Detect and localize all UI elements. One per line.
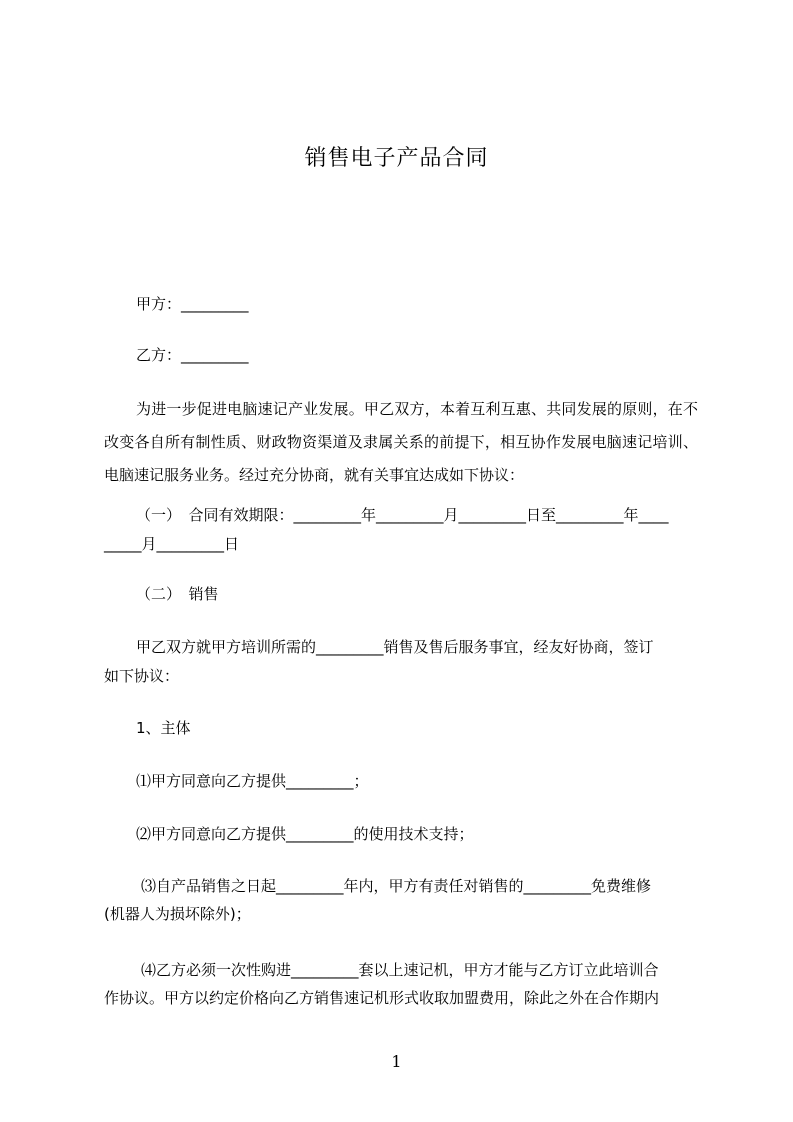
sales-intro-line-1: 甲乙双方就甲方培训所需的_________销售及售后服务事宜，经友好协商，签订 [136, 638, 654, 656]
item-3-line-2: (机器人为损坏除外)； [104, 905, 251, 923]
sales-intro-line-2: 如下协议： [104, 667, 180, 685]
term-line-1: （一） 合同有效期限：_________年_________月_________日至_________年____ [136, 506, 669, 524]
intro-paragraph: 为进一步促进电脑速记产业发展。甲乙双方，本着互利互惠、共同发展的原则，在不改变各自所有制性质、财政物资渠道及隶属关系的前提下，相互协作发展电脑速记培训、电脑速记服务业务。经过充分协商，就有关事宜达成如下协议： [104, 400, 698, 484]
page-number: 1 [391, 1052, 402, 1071]
term-line-2: _____月_________日 [104, 535, 240, 553]
item-4-line-1: ⑷乙方必须一次性购进_________套以上速记机，甲方才能与乙方订立此培训合 [141, 961, 659, 979]
item-4-line-2: 作协议。甲方以约定价格向乙方销售速记机形式收取加盟费用，除此之外在合作期内 [104, 989, 660, 1007]
party-b-line: 乙方：_________ [136, 346, 249, 364]
item-3-line-1: ⑶自产品销售之日起_________年内，甲方有责任对销售的_________免费维修 [141, 877, 652, 895]
sales-heading: （二） 销售 [136, 585, 219, 603]
document-title: 销售电子产品合同 [304, 146, 489, 171]
party-a-line: 甲方：_________ [136, 295, 249, 313]
item-2: ⑵甲方同意向乙方提供_________的使用技术支持； [136, 825, 474, 843]
item-1: ⑴甲方同意向乙方提供_________； [136, 772, 369, 790]
subject-heading: 1、主体 [136, 719, 191, 737]
